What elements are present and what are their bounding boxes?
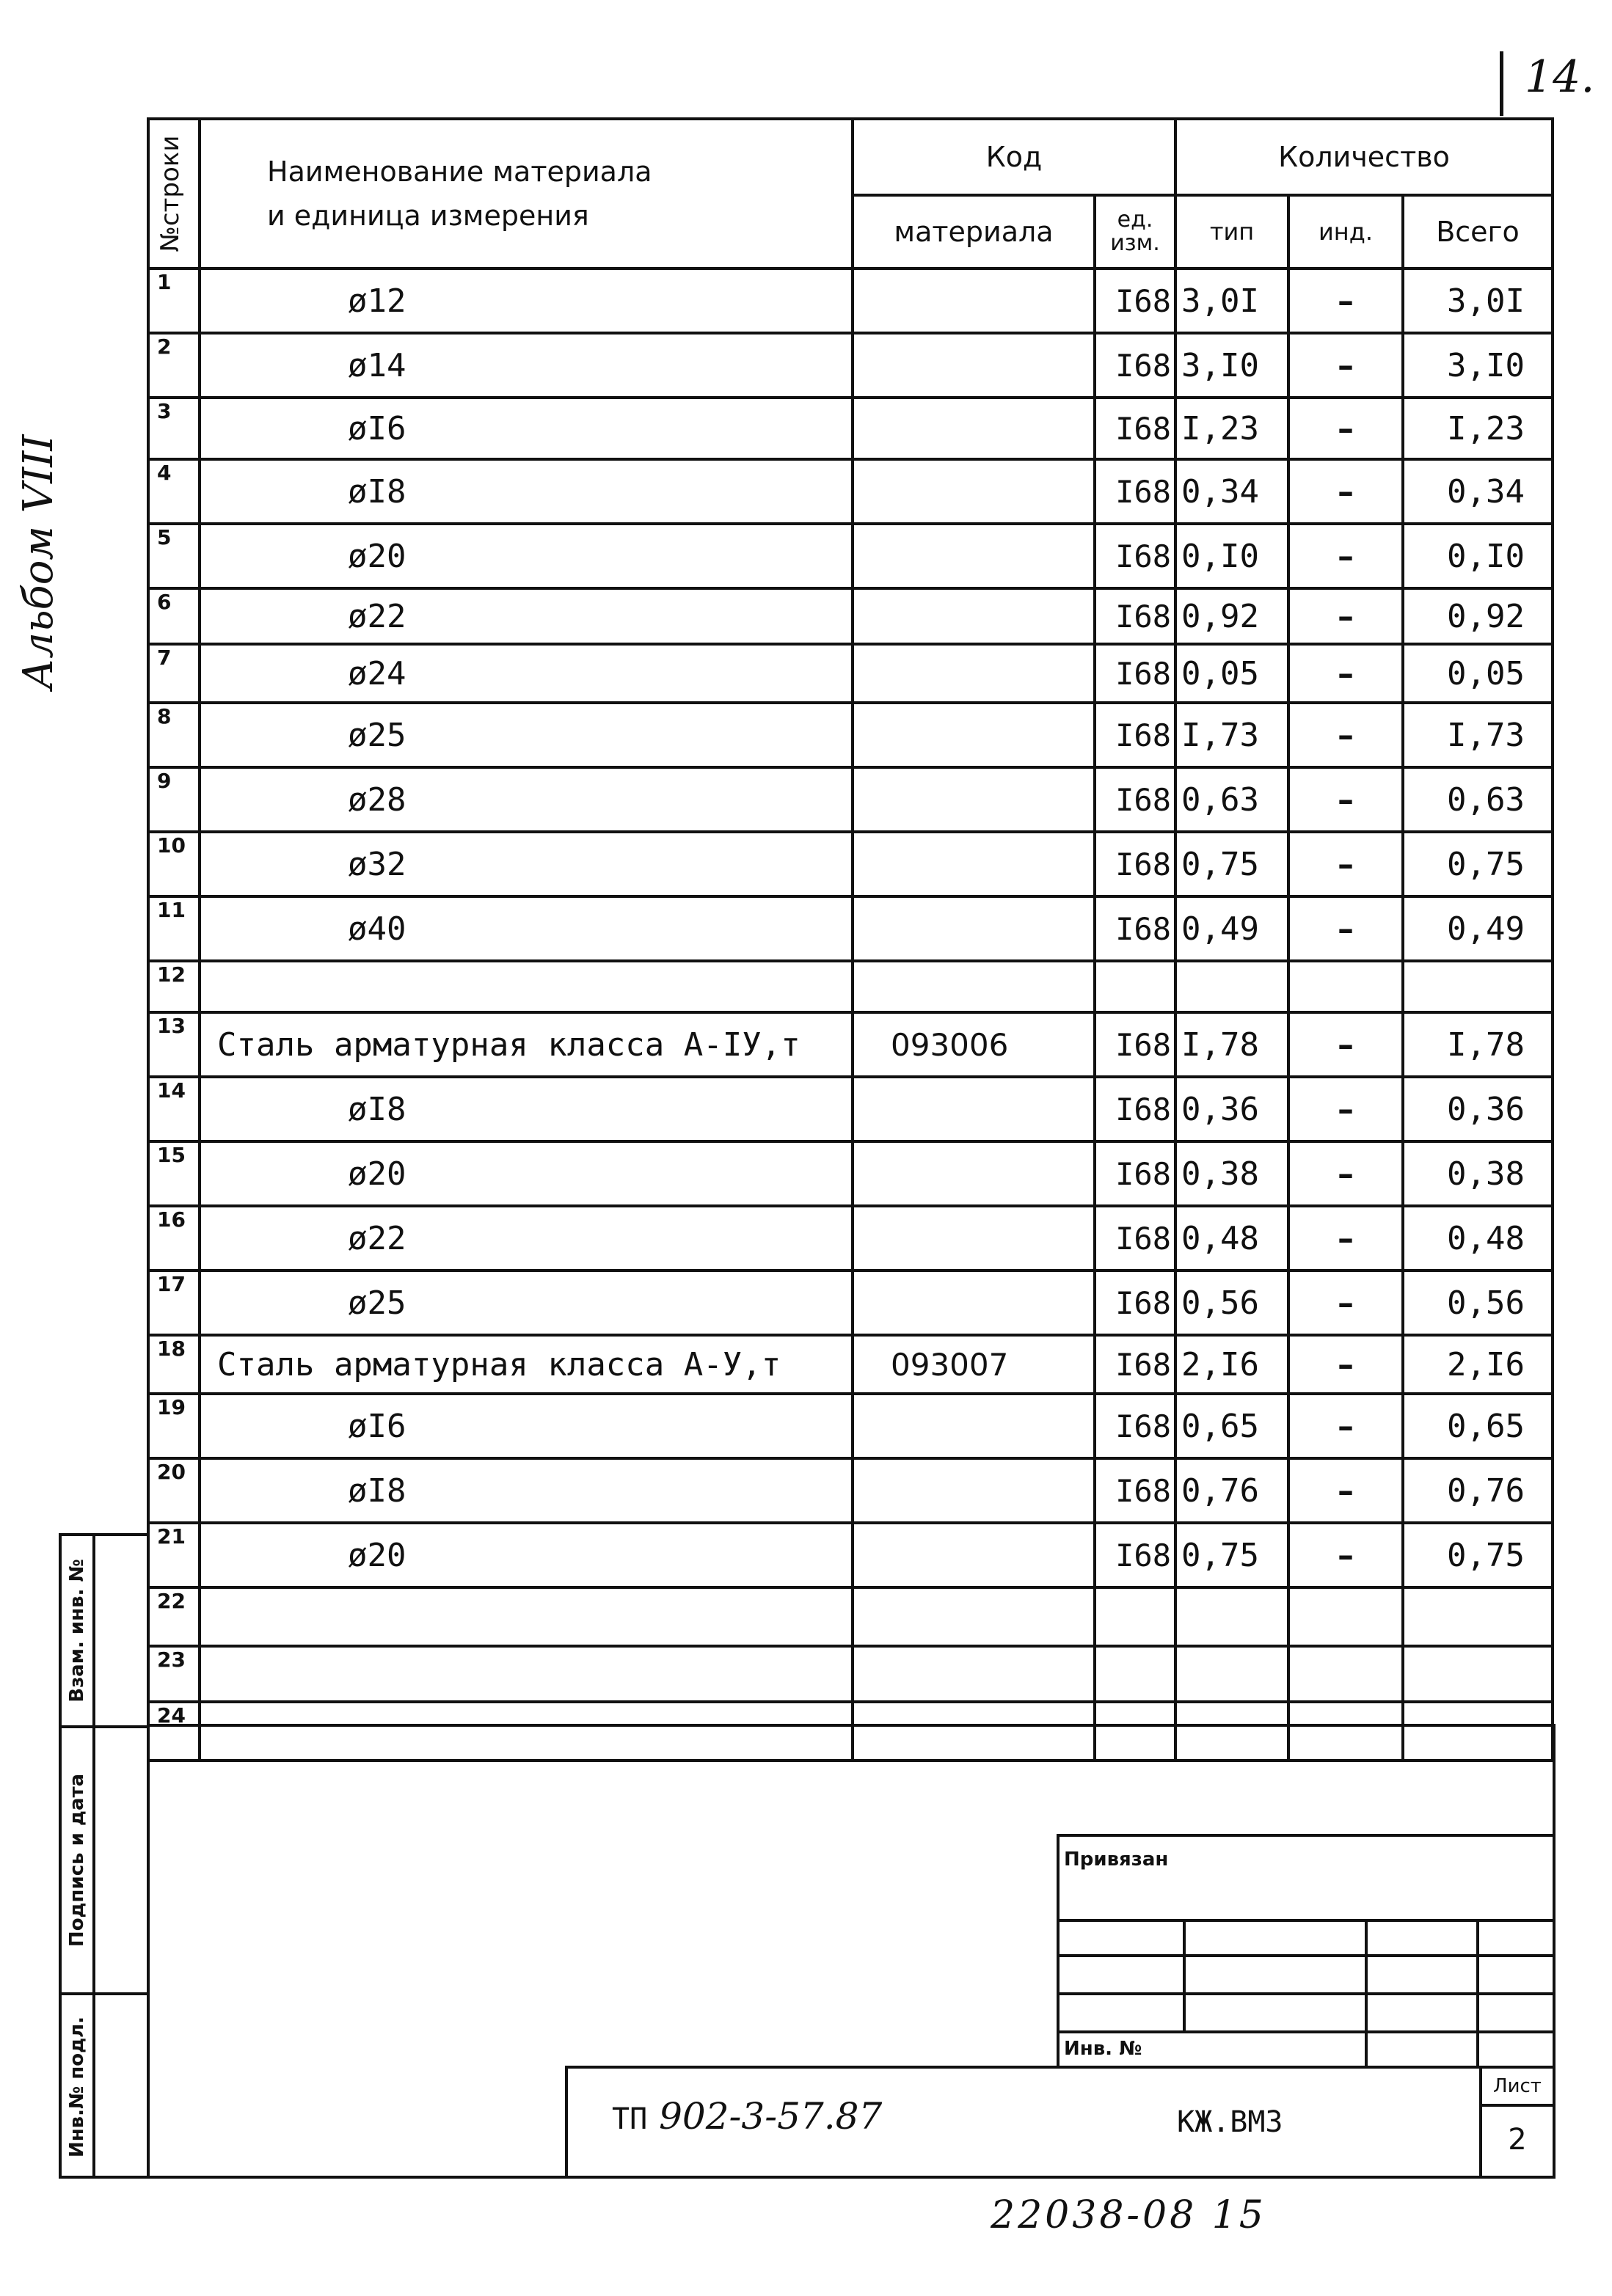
quantity-total: 0,75: [1403, 1523, 1553, 1587]
unit-code: I68: [1095, 644, 1175, 703]
table-row: [148, 588, 1553, 644]
linked-label: Привязан: [1064, 1849, 1169, 1871]
material-name: ø20: [200, 524, 853, 588]
material-code: [853, 832, 1095, 896]
quantity-total: 0,38: [1403, 1141, 1553, 1206]
material-code: [853, 524, 1095, 588]
material-name: [200, 961, 853, 1012]
quantity-total: 0,36: [1403, 1077, 1553, 1141]
page-number: 14.: [1525, 51, 1595, 103]
material-code: 093007: [853, 1335, 1095, 1394]
table-row: [148, 1523, 1553, 1587]
title-block: [565, 2066, 1556, 2179]
material-name: [200, 1587, 853, 1646]
quantity-typ: 0,56: [1175, 1271, 1288, 1335]
material-name: øI8: [200, 1077, 853, 1141]
footer-archive-number: 22038-08 15: [991, 2193, 1266, 2237]
table-row: [148, 832, 1553, 896]
quantity-total: 3,I0: [1403, 333, 1553, 398]
material-code: [853, 1077, 1095, 1141]
material-name: ø28: [200, 767, 853, 832]
row-number: 20: [148, 1458, 200, 1523]
row-number: 6: [148, 588, 200, 644]
quantity-total: 0,49: [1403, 896, 1553, 961]
unit-code: I68: [1095, 268, 1175, 333]
quantity-total: 0,76: [1403, 1458, 1553, 1523]
table-row: [148, 961, 1553, 1012]
material-name: øI6: [200, 1394, 853, 1458]
quantity-typ: 3,I0: [1175, 333, 1288, 398]
quantity-ind: –: [1288, 1523, 1403, 1587]
sheet-box: [1479, 2069, 1553, 2176]
unit-code: I68: [1095, 896, 1175, 961]
header-material-name: Наименование материала и единица измерения: [200, 119, 853, 268]
row-number: 24: [148, 1702, 200, 1761]
unit-code: I68: [1095, 1012, 1175, 1077]
row-number: 13: [148, 1012, 200, 1077]
sheet-label: Лист: [1482, 2069, 1553, 2107]
unit-code: I68: [1095, 333, 1175, 398]
material-code: [853, 1646, 1095, 1702]
material-code: [853, 268, 1095, 333]
material-name: øI8: [200, 459, 853, 524]
row-number: 10: [148, 832, 200, 896]
quantity-typ: 0,75: [1175, 1523, 1288, 1587]
row-number: 11: [148, 896, 200, 961]
material-code: [853, 333, 1095, 398]
material-code: [853, 398, 1095, 459]
quantity-typ: 0,92: [1175, 588, 1288, 644]
quantity-total: 0,56: [1403, 1271, 1553, 1335]
material-name: ø25: [200, 1271, 853, 1335]
unit-code: I68: [1095, 1141, 1175, 1206]
row-number: 2: [148, 333, 200, 398]
quantity-typ: I,23: [1175, 398, 1288, 459]
material-name: ø40: [200, 896, 853, 961]
quantity-typ: 2,I6: [1175, 1335, 1288, 1394]
quantity-typ: 0,48: [1175, 1206, 1288, 1271]
material-name: ø22: [200, 588, 853, 644]
unit-code: I68: [1095, 1394, 1175, 1458]
material-code: [853, 1523, 1095, 1587]
quantity-ind: –: [1288, 268, 1403, 333]
quantity-total: 0,65: [1403, 1394, 1553, 1458]
quantity-typ: 0,05: [1175, 644, 1288, 703]
row-number: 16: [148, 1206, 200, 1271]
row-number: 17: [148, 1271, 200, 1335]
table-row: [148, 644, 1553, 703]
table-row: [148, 1141, 1553, 1206]
material-name: ø22: [200, 1206, 853, 1271]
unit-code: I68: [1095, 1458, 1175, 1523]
quantity-ind: –: [1288, 832, 1403, 896]
quantity-ind: –: [1288, 767, 1403, 832]
material-name: ø25: [200, 703, 853, 767]
header-material-code: материала: [853, 195, 1095, 268]
row-number: 7: [148, 644, 200, 703]
quantity-typ: [1175, 1646, 1288, 1702]
material-spec-table: [147, 117, 1554, 1762]
header-code: Код: [853, 119, 1175, 195]
material-code: [853, 1394, 1095, 1458]
quantity-total: 0,05: [1403, 644, 1553, 703]
quantity-total: 2,I6: [1403, 1335, 1553, 1394]
quantity-typ: 0,63: [1175, 767, 1288, 832]
table-row: [148, 1271, 1553, 1335]
quantity-ind: –: [1288, 1077, 1403, 1141]
quantity-total: 3,0I: [1403, 268, 1553, 333]
inv-orig-cell: [62, 1995, 150, 2179]
quantity-ind: –: [1288, 459, 1403, 524]
header-unit: ед. изм.: [1095, 195, 1175, 268]
project-code: [612, 2095, 882, 2138]
inv-orig-label: Инв.№ подл.: [66, 2016, 88, 2158]
header-quantity: Количество: [1175, 119, 1553, 195]
row-number: 23: [148, 1646, 200, 1702]
unit-code: [1095, 1587, 1175, 1646]
unit-code: I68: [1095, 1077, 1175, 1141]
material-name: ø20: [200, 1141, 853, 1206]
row-number: 15: [148, 1141, 200, 1206]
material-name: Сталь арматурная класса А-IУ,т: [200, 1012, 853, 1077]
quantity-ind: –: [1288, 1271, 1403, 1335]
material-code: [853, 1206, 1095, 1271]
quantity-typ: I,73: [1175, 703, 1288, 767]
quantity-total: [1403, 961, 1553, 1012]
unit-code: I68: [1095, 524, 1175, 588]
approval-side-strip: [59, 1533, 150, 2179]
quantity-ind: [1288, 961, 1403, 1012]
material-name: øI8: [200, 1458, 853, 1523]
quantity-total: [1403, 1587, 1553, 1646]
material-code: [853, 896, 1095, 961]
table-row: [148, 703, 1553, 767]
quantity-total: 0,92: [1403, 588, 1553, 644]
quantity-ind: –: [1288, 703, 1403, 767]
material-code: [853, 703, 1095, 767]
quantity-total: 0,I0: [1403, 524, 1553, 588]
material-code: [853, 961, 1095, 1012]
quantity-ind: –: [1288, 1012, 1403, 1077]
unit-code: I68: [1095, 588, 1175, 644]
unit-code: I68: [1095, 832, 1175, 896]
unit-code: [1095, 1646, 1175, 1702]
material-name: Сталь арматурная класса А-У,т: [200, 1335, 853, 1394]
quantity-ind: –: [1288, 1141, 1403, 1206]
quantity-ind: –: [1288, 588, 1403, 644]
row-number: 1: [148, 268, 200, 333]
quantity-ind: –: [1288, 896, 1403, 961]
quantity-typ: 0,49: [1175, 896, 1288, 961]
quantity-total: I,73: [1403, 703, 1553, 767]
table-row: [148, 767, 1553, 832]
replace-inv-cell: [62, 1536, 150, 1728]
material-name: [200, 1646, 853, 1702]
row-number: 5: [148, 524, 200, 588]
material-name: ø32: [200, 832, 853, 896]
linkage-stamp: [1057, 1834, 1556, 2069]
row-number: 4: [148, 459, 200, 524]
table-row: [148, 524, 1553, 588]
row-number: 8: [148, 703, 200, 767]
header-typ: тип: [1175, 195, 1288, 268]
quantity-typ: 0,I0: [1175, 524, 1288, 588]
quantity-typ: 0,36: [1175, 1077, 1288, 1141]
quantity-typ: 0,34: [1175, 459, 1288, 524]
quantity-total: [1403, 1646, 1553, 1702]
sign-date-label: Подпись и дата: [66, 1773, 88, 1948]
row-number: 14: [148, 1077, 200, 1141]
quantity-ind: –: [1288, 1206, 1403, 1271]
material-name: ø12: [200, 268, 853, 333]
row-number: 21: [148, 1523, 200, 1587]
row-number: 22: [148, 1587, 200, 1646]
material-code: [853, 767, 1095, 832]
unit-code: I68: [1095, 398, 1175, 459]
quantity-ind: –: [1288, 1335, 1403, 1394]
row-number: 18: [148, 1335, 200, 1394]
unit-code: [1095, 961, 1175, 1012]
sheet-number: 2: [1508, 2123, 1527, 2157]
quantity-total: I,23: [1403, 398, 1553, 459]
quantity-ind: [1288, 1587, 1403, 1646]
material-code: [853, 459, 1095, 524]
material-name: ø24: [200, 644, 853, 703]
quantity-typ: I,78: [1175, 1012, 1288, 1077]
table-row: [148, 1458, 1553, 1523]
quantity-ind: –: [1288, 644, 1403, 703]
unit-code: I68: [1095, 459, 1175, 524]
inv-no-label: Инв. №: [1064, 2038, 1142, 2060]
material-code: 093006: [853, 1012, 1095, 1077]
project-code-value: 902-3-57.87: [659, 2095, 883, 2138]
table-row: [148, 1335, 1553, 1394]
quantity-ind: [1288, 1646, 1403, 1702]
quantity-total: 0,34: [1403, 459, 1553, 524]
material-name: ø14: [200, 333, 853, 398]
unit-code: I68: [1095, 767, 1175, 832]
quantity-typ: 0,75: [1175, 832, 1288, 896]
table-row: [148, 1646, 1553, 1702]
unit-code: I68: [1095, 1335, 1175, 1394]
quantity-typ: 0,38: [1175, 1141, 1288, 1206]
quantity-ind: –: [1288, 398, 1403, 459]
page-number-bar: [1500, 51, 1503, 116]
sign-date-cell: [62, 1728, 150, 1995]
table-row: [148, 1206, 1553, 1271]
quantity-typ: [1175, 1587, 1288, 1646]
row-number: 9: [148, 767, 200, 832]
table-row: [148, 459, 1553, 524]
quantity-typ: 3,0I: [1175, 268, 1288, 333]
material-name: øI6: [200, 398, 853, 459]
quantity-total: 0,75: [1403, 832, 1553, 896]
header-total: Всего: [1403, 195, 1553, 268]
unit-code: I68: [1095, 703, 1175, 767]
quantity-ind: –: [1288, 524, 1403, 588]
material-code: [853, 1141, 1095, 1206]
table-row: [148, 896, 1553, 961]
unit-code: I68: [1095, 1206, 1175, 1271]
table-row: [148, 1394, 1553, 1458]
unit-code: I68: [1095, 1271, 1175, 1335]
header-ind: инд.: [1288, 195, 1403, 268]
table-row: [148, 398, 1553, 459]
table-row: [148, 333, 1553, 398]
quantity-total: 0,63: [1403, 767, 1553, 832]
table-row: [148, 1587, 1553, 1646]
material-code: [853, 1458, 1095, 1523]
replace-inv-label: Взам. инв. №: [66, 1559, 88, 1703]
material-name: ø20: [200, 1523, 853, 1587]
quantity-ind: –: [1288, 1458, 1403, 1523]
table-row: [148, 1077, 1553, 1141]
row-number: 12: [148, 961, 200, 1012]
unit-code: I68: [1095, 1523, 1175, 1587]
table-row: [148, 268, 1553, 333]
material-code: [853, 644, 1095, 703]
album-label: Альбом VIII: [15, 434, 62, 690]
row-number: 19: [148, 1394, 200, 1458]
quantity-ind: –: [1288, 1394, 1403, 1458]
header-row-number: №строки: [148, 119, 200, 268]
material-code: [853, 588, 1095, 644]
tp-prefix: ТП: [612, 2102, 648, 2136]
document-code: КЖ.ВМ3: [1177, 2105, 1283, 2139]
quantity-typ: 0,65: [1175, 1394, 1288, 1458]
quantity-ind: –: [1288, 333, 1403, 398]
row-number: 3: [148, 398, 200, 459]
material-code: [853, 1587, 1095, 1646]
table-row: [148, 1012, 1553, 1077]
quantity-total: 0,48: [1403, 1206, 1553, 1271]
material-code: [853, 1271, 1095, 1335]
quantity-total: I,78: [1403, 1012, 1553, 1077]
quantity-typ: [1175, 961, 1288, 1012]
quantity-typ: 0,76: [1175, 1458, 1288, 1523]
